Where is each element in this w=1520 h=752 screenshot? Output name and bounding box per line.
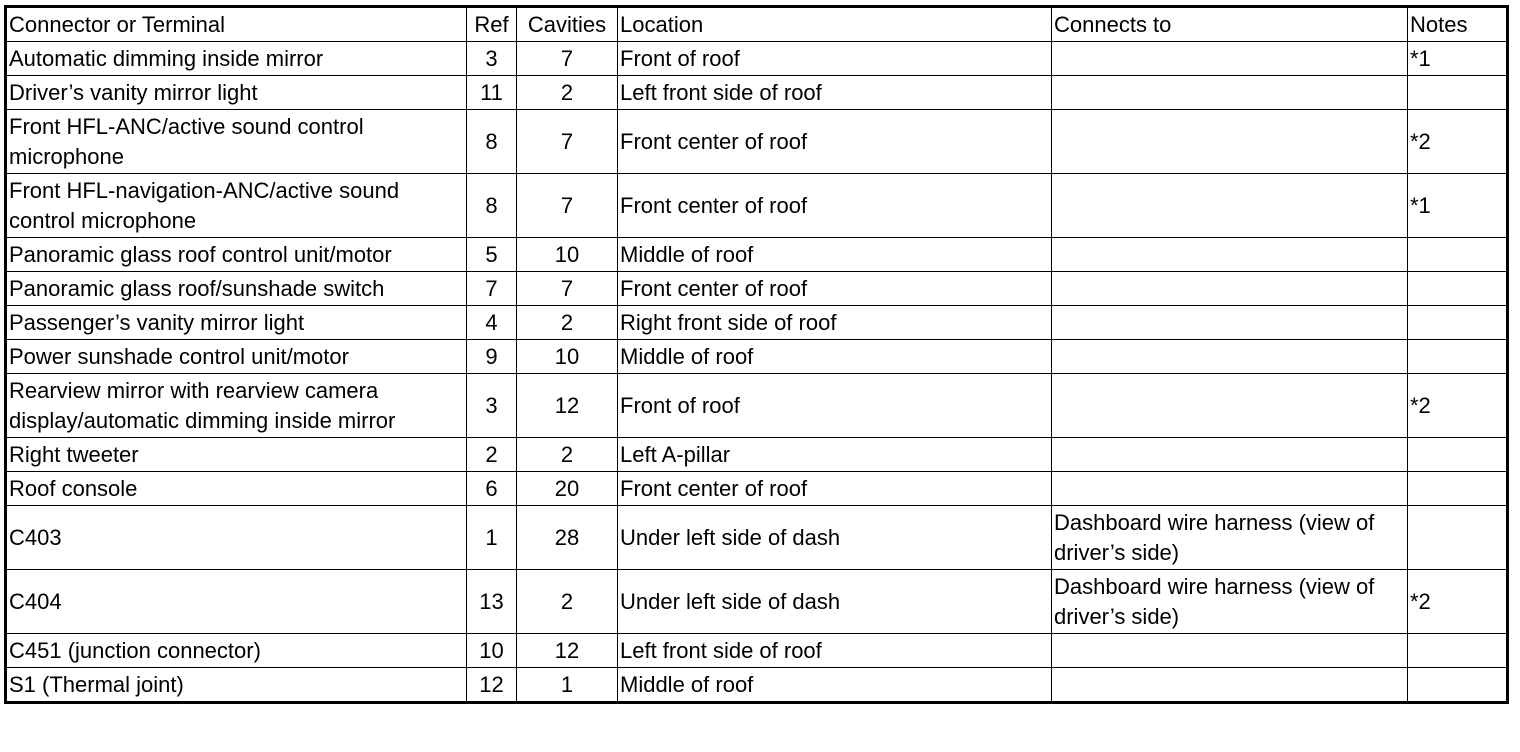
table-row xyxy=(6,438,1508,472)
cell-connects-to xyxy=(1052,306,1408,340)
cell-notes xyxy=(1408,76,1508,110)
cell-notes xyxy=(1408,306,1508,340)
cell-notes xyxy=(1408,506,1508,570)
header-connector: Connector or Terminal xyxy=(6,7,467,42)
cell-cavities: 12 xyxy=(517,634,618,668)
table-row xyxy=(6,668,1508,703)
cell-connects-to: Dashboard wire harness (view of driver’s side) xyxy=(1052,570,1408,634)
cell-connector: Panoramic glass roof/sunshade switch xyxy=(6,272,467,306)
cell-notes xyxy=(1408,272,1508,306)
cell-connects-to: Dashboard wire harness (view of driver’s side) xyxy=(1052,506,1408,570)
cell-location: Left A-pillar xyxy=(618,438,1052,472)
cell-notes xyxy=(1408,340,1508,374)
cell-ref: 1 xyxy=(467,506,517,570)
cell-connector: C404 xyxy=(6,570,467,634)
cell-location: Under left side of dash xyxy=(618,570,1052,634)
table-row xyxy=(6,174,1508,238)
cell-cavities: 2 xyxy=(517,76,618,110)
table-row xyxy=(6,374,1508,438)
cell-cavities: 2 xyxy=(517,438,618,472)
cell-cavities: 10 xyxy=(517,340,618,374)
cell-location: Front center of roof xyxy=(618,110,1052,174)
table-row xyxy=(6,42,1508,76)
table-row xyxy=(6,506,1508,570)
cell-ref: 2 xyxy=(467,438,517,472)
cell-location: Middle of roof xyxy=(618,238,1052,272)
cell-ref: 4 xyxy=(467,306,517,340)
table-row xyxy=(6,570,1508,634)
cell-connector: Front HFL-ANC/active sound control microphone xyxy=(6,110,467,174)
cell-notes: *1 xyxy=(1408,174,1508,238)
cell-connector: Panoramic glass roof control unit/motor xyxy=(6,238,467,272)
cell-connects-to xyxy=(1052,272,1408,306)
header-ref: Ref xyxy=(467,7,517,42)
header-connects-to: Connects to xyxy=(1052,7,1408,42)
cell-notes xyxy=(1408,472,1508,506)
cell-location: Front center of roof xyxy=(618,472,1052,506)
cell-connector: C403 xyxy=(6,506,467,570)
cell-ref: 5 xyxy=(467,238,517,272)
cell-connector: Passenger’s vanity mirror light xyxy=(6,306,467,340)
cell-connects-to xyxy=(1052,438,1408,472)
connector-table xyxy=(4,5,1509,704)
cell-location: Front center of roof xyxy=(618,174,1052,238)
cell-notes xyxy=(1408,238,1508,272)
cell-notes: *1 xyxy=(1408,42,1508,76)
cell-connector: Front HFL-navigation-ANC/active sound control microphone xyxy=(6,174,467,238)
header-row xyxy=(6,7,1508,42)
cell-connects-to xyxy=(1052,42,1408,76)
cell-cavities: 2 xyxy=(517,306,618,340)
cell-cavities: 10 xyxy=(517,238,618,272)
cell-cavities: 20 xyxy=(517,472,618,506)
cell-cavities: 7 xyxy=(517,110,618,174)
cell-connects-to xyxy=(1052,110,1408,174)
cell-ref: 6 xyxy=(467,472,517,506)
table-row xyxy=(6,472,1508,506)
cell-location: Right front side of roof xyxy=(618,306,1052,340)
cell-notes: *2 xyxy=(1408,374,1508,438)
table-row xyxy=(6,76,1508,110)
cell-ref: 3 xyxy=(467,374,517,438)
cell-connector: Driver’s vanity mirror light xyxy=(6,76,467,110)
cell-notes xyxy=(1408,438,1508,472)
cell-connects-to xyxy=(1052,340,1408,374)
cell-connects-to xyxy=(1052,174,1408,238)
cell-cavities: 7 xyxy=(517,272,618,306)
cell-ref: 8 xyxy=(467,110,517,174)
cell-cavities: 1 xyxy=(517,668,618,703)
table-row xyxy=(6,340,1508,374)
cell-cavities: 2 xyxy=(517,570,618,634)
cell-location: Front of roof xyxy=(618,42,1052,76)
cell-ref: 11 xyxy=(467,76,517,110)
cell-notes xyxy=(1408,668,1508,703)
cell-connects-to xyxy=(1052,374,1408,438)
cell-connects-to xyxy=(1052,472,1408,506)
cell-connector: Roof console xyxy=(6,472,467,506)
table-row xyxy=(6,110,1508,174)
table-row xyxy=(6,272,1508,306)
cell-location: Front of roof xyxy=(618,374,1052,438)
cell-location: Front center of roof xyxy=(618,272,1052,306)
cell-notes xyxy=(1408,634,1508,668)
cell-ref: 9 xyxy=(467,340,517,374)
cell-location: Left front side of roof xyxy=(618,76,1052,110)
cell-location: Under left side of dash xyxy=(618,506,1052,570)
cell-connects-to xyxy=(1052,76,1408,110)
cell-notes: *2 xyxy=(1408,570,1508,634)
cell-connects-to xyxy=(1052,668,1408,703)
header-notes: Notes xyxy=(1408,7,1508,42)
cell-connects-to xyxy=(1052,238,1408,272)
table-row xyxy=(6,306,1508,340)
cell-cavities: 12 xyxy=(517,374,618,438)
cell-connector: Right tweeter xyxy=(6,438,467,472)
cell-connects-to xyxy=(1052,634,1408,668)
header-location: Location xyxy=(618,7,1052,42)
cell-connector: S1 (Thermal joint) xyxy=(6,668,467,703)
table-row xyxy=(6,238,1508,272)
cell-location: Middle of roof xyxy=(618,668,1052,703)
cell-connector: C451 (junction connector) xyxy=(6,634,467,668)
cell-cavities: 7 xyxy=(517,42,618,76)
cell-ref: 8 xyxy=(467,174,517,238)
cell-ref: 12 xyxy=(467,668,517,703)
cell-connector: Power sunshade control unit/motor xyxy=(6,340,467,374)
cell-connector: Automatic dimming inside mirror xyxy=(6,42,467,76)
table-row xyxy=(6,634,1508,668)
cell-notes: *2 xyxy=(1408,110,1508,174)
cell-location: Middle of roof xyxy=(618,340,1052,374)
cell-connector: Rearview mirror with rearview camera display/automatic dimming inside mirror xyxy=(6,374,467,438)
cell-ref: 3 xyxy=(467,42,517,76)
cell-ref: 13 xyxy=(467,570,517,634)
cell-ref: 7 xyxy=(467,272,517,306)
cell-cavities: 7 xyxy=(517,174,618,238)
cell-cavities: 28 xyxy=(517,506,618,570)
cell-ref: 10 xyxy=(467,634,517,668)
header-cavities: Cavities xyxy=(517,7,618,42)
cell-location: Left front side of roof xyxy=(618,634,1052,668)
